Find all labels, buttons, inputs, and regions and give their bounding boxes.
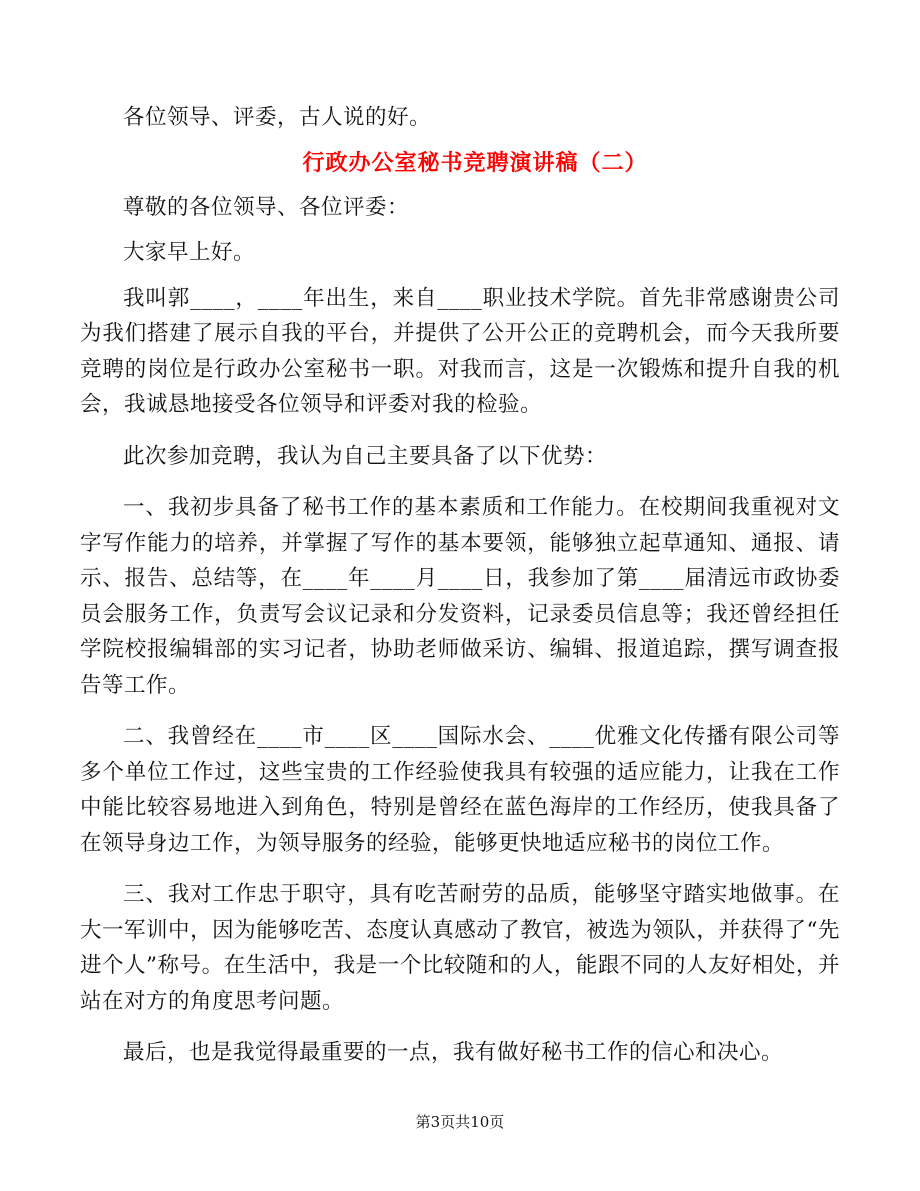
paragraph-self-intro: 我叫郭____，____年出生，来自____职业技术学院。首先非常感谢贵公司为我们搭建了展示自我的平台，并提供了公开公正的竞聘机会，而今天我所要竞聘的岗位是行政办公室秘书一职。对我而言，这是一次锻炼和提升自我的机会，我诚恳地接受各位领导和评委对我的检验。 (80, 285, 840, 417)
greeting: 大家早上好。 (123, 240, 256, 265)
salutation: 尊敬的各位领导、各位评委： (123, 194, 410, 220)
intro-line: 各位领导、评委，古人说的好。 (123, 105, 432, 130)
paragraph-closing: 最后，也是我觉得最重要的一点，我有做好秘书工作的信心和决心。 (123, 1040, 784, 1065)
document-title: 行政办公室秘书竞聘演讲稿（二） (302, 149, 648, 176)
paragraph-advantage-2: 二、我曾经在____市____区____国际水会、____优雅文化传播有限公司等多个单位工作过，这些宝贵的工作经验使我具有较强的适应能力，让我在工作中能比较容易地进入到角色，特别是曾经在蓝色海岸的工作经历，使我具备了在领导身边工作，为领导服务的经验，能够更快地适应秘书的岗位工作。 (80, 724, 840, 856)
paragraph-advantages-lead: 此次参加竞聘，我认为自己主要具备了以下优势： (123, 443, 608, 469)
page-number: 第3页共10页 (415, 1113, 505, 1131)
paragraph-advantage-1: 一、我初步具备了秘书工作的基本素质和工作能力。在校期间我重视对文字写作能力的培养，并掌握了写作的基本要领，能够独立起草通知、通报、请示、报告、总结等，在____年____月____日，我参加了第____届清远市政协委员会服务工作，负责写会议记录和分发资料，记录委员信息等；我还曾经担任学院校报编辑部的实习记者，协助老师做采访、编辑、报道追踪，撰写调查报告等工作。 (80, 495, 840, 698)
paragraph-advantage-3: 三、我对工作忠于职守，具有吃苦耐劳的品质，能够坚守踏实地做事。在大一军训中，因为能够吃苦、态度认真感动了教官，被选为领队，并获得了“先进个人”称号。在生活中，我是一个比较随和的人，能跟不同的人友好相处，并站在对方的角度思考问题。 (80, 882, 840, 1014)
document-body (80, 100, 840, 1071)
